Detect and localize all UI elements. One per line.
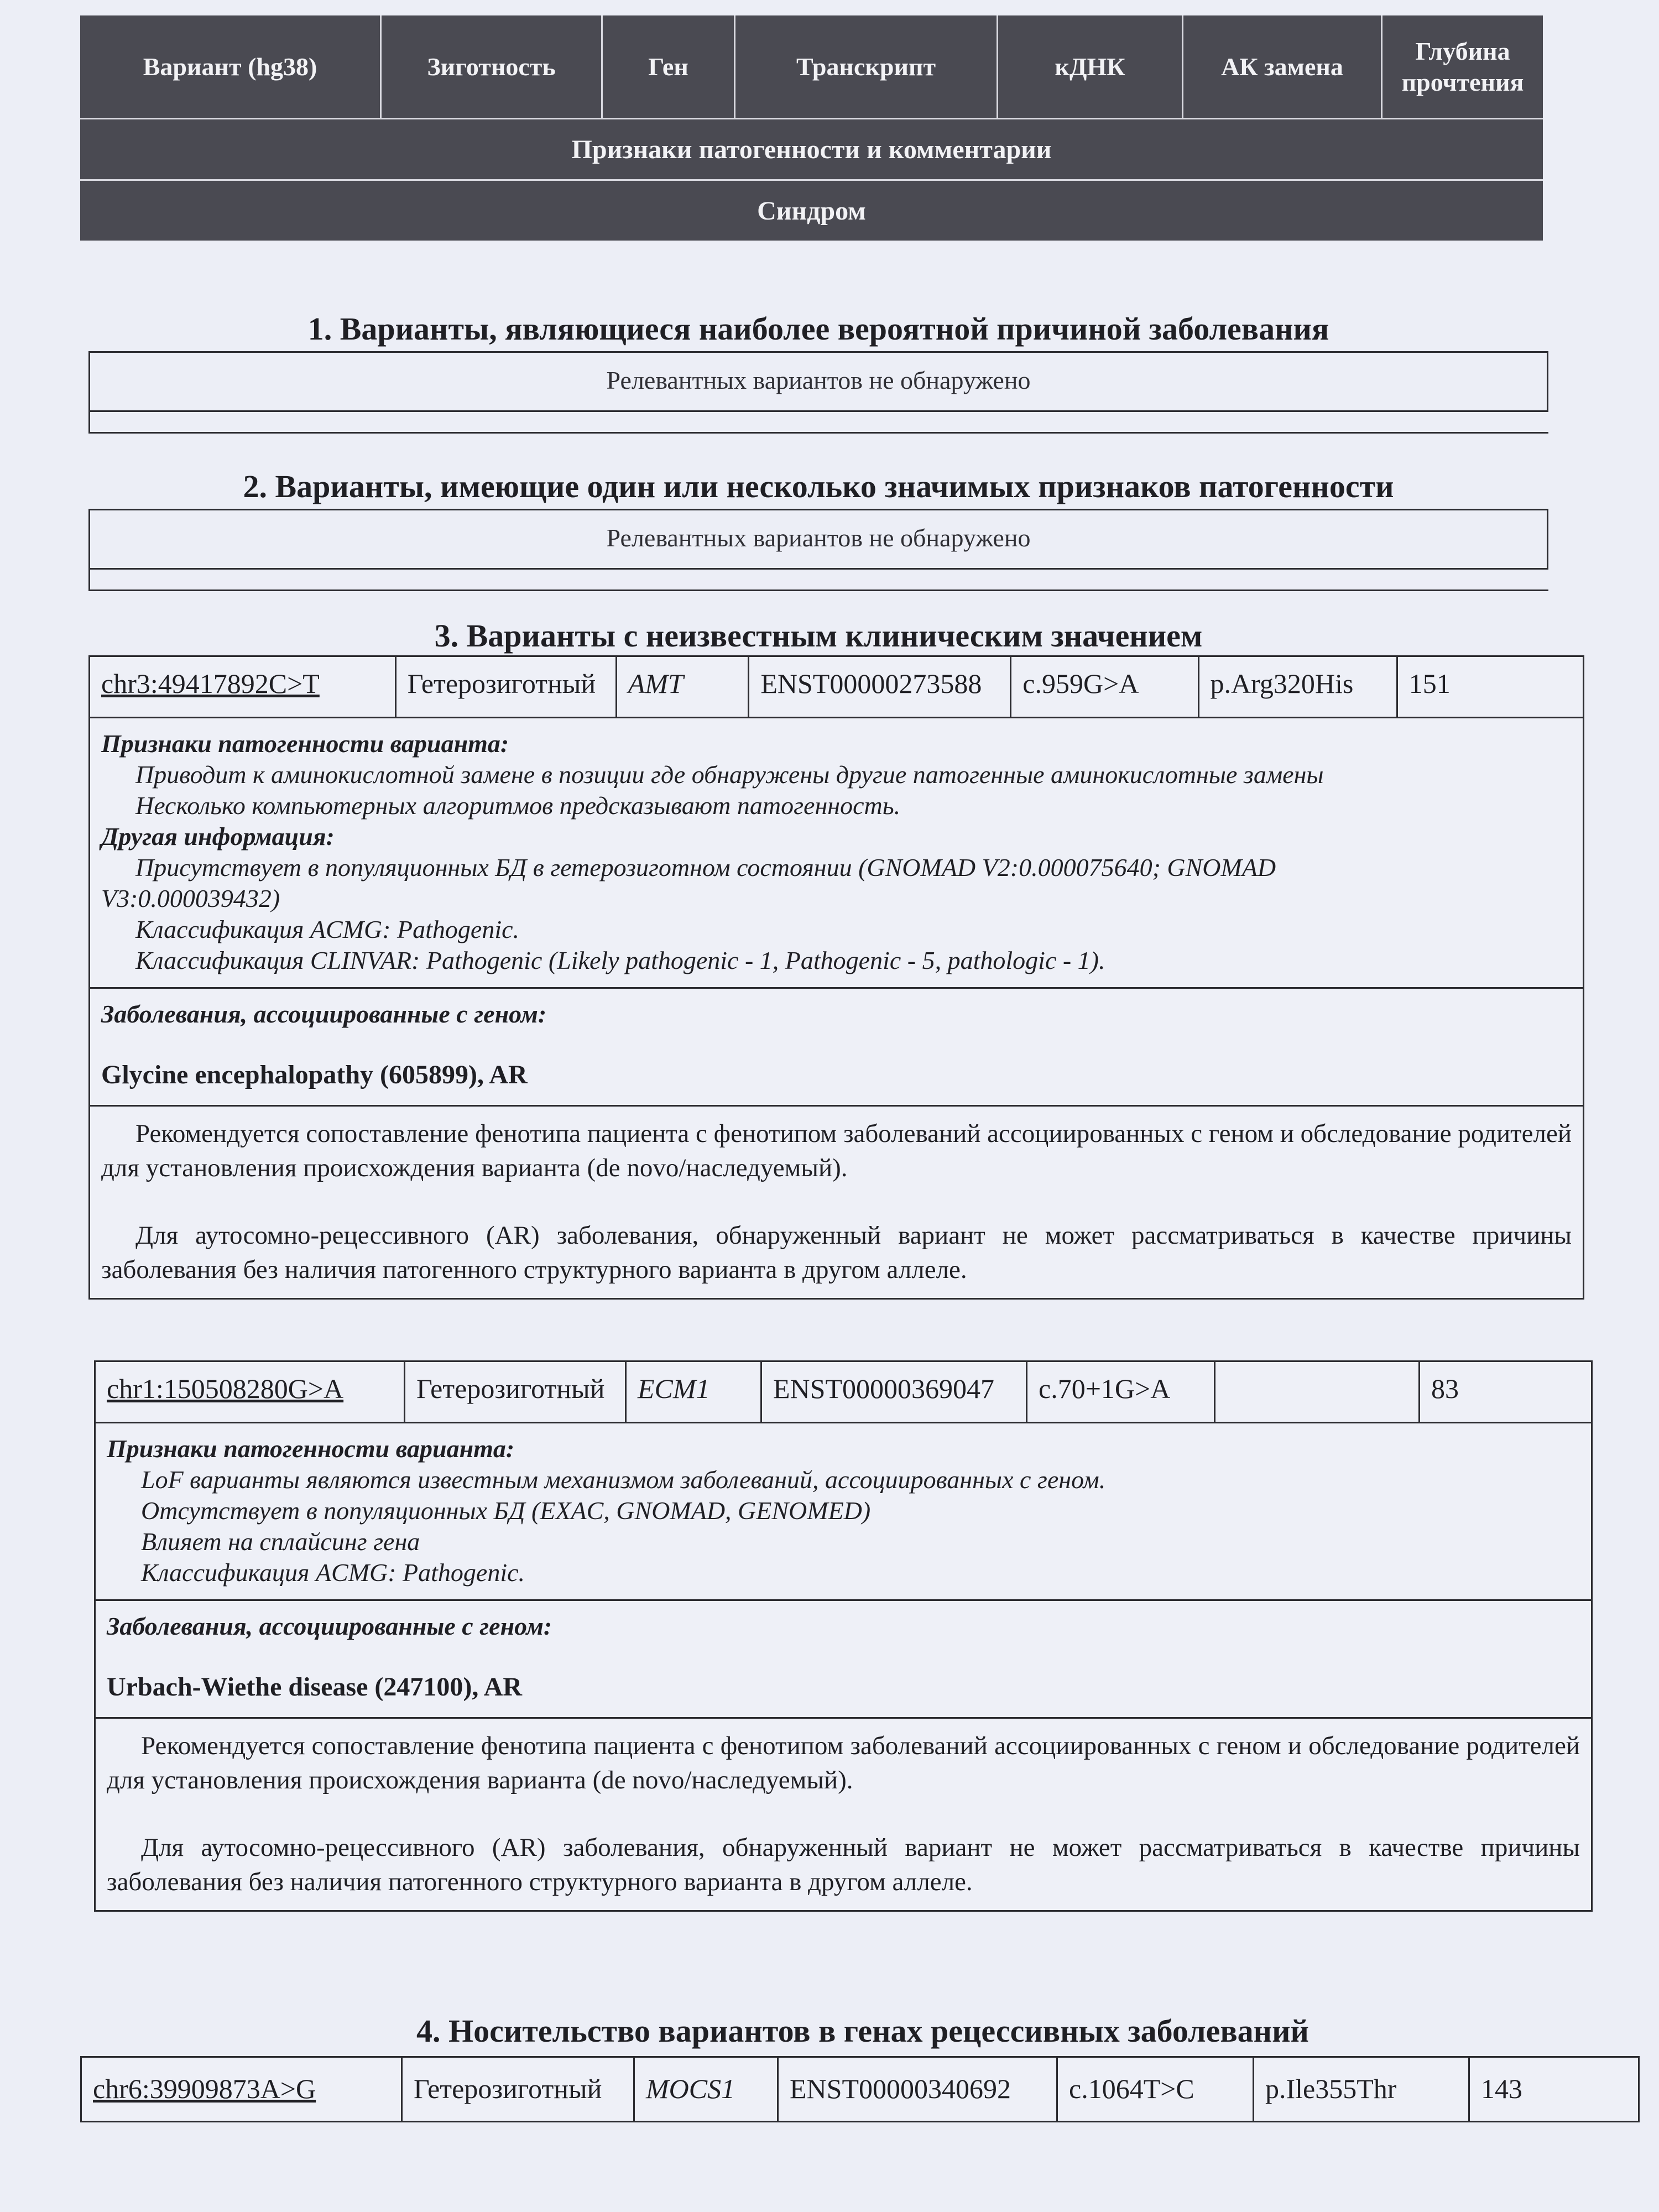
legend-signs-row: Признаки патогенности и комментарии — [80, 119, 1543, 181]
section-2-title: 2. Варианты, имеющие один или несколько значимых признаков патогенности — [243, 468, 1394, 504]
legend-col-cdna: кДНК — [998, 15, 1183, 118]
ar-note-text: Для аутосомно-рецессивного (AR) заболевания, обнаруженный вариант не может рассматриваться в качестве причины заболевания без наличия патогенного структурного варианта в другом аллеле. — [107, 1833, 1580, 1896]
signs-heading: Признаки патогенности варианта: — [107, 1434, 515, 1463]
section-4-title: 4. Носительство вариантов в генах рецессивных заболеваний — [416, 2013, 1309, 2049]
sign-line: Приводит к аминокислотной замене в позиции где обнаружены другие патогенные аминокислотные замены — [135, 760, 1324, 789]
recommendation-text: Рекомендуется сопоставление фенотипа пациента с фенотипом заболеваний ассоциированных с геном и обследование родителей для установления происхождения варианта (de novo/наследуемый). — [101, 1119, 1572, 1182]
variant-id-link[interactable]: chr1:150508280G>A — [96, 1362, 405, 1422]
section-1-empty: Релевантных вариантов не обнаружено — [88, 351, 1548, 412]
aa-cell: p.Arg320His — [1199, 657, 1398, 717]
legend-col-depth: Глубина прочтения — [1401, 36, 1524, 96]
section-2-empty: Релевантных вариантов не обнаружено — [88, 509, 1548, 570]
sign-line: Влияет на сплайсинг гена — [141, 1527, 420, 1556]
variant-card-ecm1 — [94, 1360, 1593, 1912]
disease-block — [96, 1601, 1591, 1719]
zygosity-cell: Гетерозиготный — [403, 2058, 635, 2121]
signs-heading: Признаки патогенности варианта: — [101, 729, 509, 758]
legend-col-zygosity: Зиготность — [382, 15, 603, 118]
cdna-cell: c.70+1G>A — [1027, 1362, 1215, 1422]
pathogenicity-block — [90, 718, 1583, 989]
aa-cell — [1215, 1362, 1420, 1422]
legend-table — [80, 15, 1543, 241]
variant-card-amt — [88, 655, 1584, 1300]
disease-name: Glycine encephalopathy (605899), AR — [101, 1060, 528, 1089]
pathogenicity-block — [96, 1423, 1591, 1601]
clinvar-line: Классификация CLINVAR: Pathogenic (Likely pathogenic - 1, Pathogenic - 5, pathologic - 1). — [135, 946, 1105, 974]
depth-cell: 83 — [1431, 1373, 1459, 1404]
disease-heading: Заболевания, ассоциированные с геном: — [107, 1612, 552, 1640]
disease-heading: Заболевания, ассоциированные с геном: — [101, 1000, 547, 1028]
legend-col-aa: АК замена — [1183, 15, 1383, 118]
depth-cell: 143 — [1481, 2073, 1522, 2104]
gene-cell: ECM1 — [627, 1362, 762, 1422]
variant-row — [96, 1362, 1591, 1423]
transcript-cell: ENST00000273588 — [749, 657, 1011, 717]
gene-cell: MOCS1 — [635, 2058, 779, 2121]
variant-row — [90, 657, 1583, 718]
other-info-line: Присутствует в популяционных БД в гетерозиготном состоянии (GNOMAD V2:0.000075640; GNOMAD — [135, 853, 1276, 881]
zygosity-cell: Гетерозиготный — [405, 1362, 627, 1422]
recommendation-block — [90, 1107, 1583, 1298]
aa-cell: p.Ile355Thr — [1254, 2058, 1470, 2121]
zygosity-cell: Гетерозиготный — [397, 657, 617, 717]
transcript-cell: ENST00000340692 — [779, 2058, 1058, 2121]
sign-line: LoF варианты являются известным механизмом заболеваний, ассоциированных с геном. — [141, 1465, 1106, 1494]
variant-id-link[interactable]: chr3:49417892C>T — [90, 657, 397, 717]
variant-id-link[interactable]: chr6:39909873A>G — [82, 2058, 403, 2121]
section-1-title: 1. Варианты, являющиеся наиболее вероятной причиной заболевания — [307, 311, 1329, 347]
cdna-cell: c.959G>A — [1011, 657, 1199, 717]
gene-cell: AMT — [617, 657, 750, 717]
sign-line: Классификация ACMG: Pathogenic. — [141, 1558, 525, 1587]
sign-line: Несколько компьютерных алгоритмов предсказывают патогенность. — [135, 791, 901, 820]
other-info-line-cont: V3:0.000039432) — [101, 884, 280, 912]
disease-name: Urbach-Wiethe disease (247100), AR — [107, 1672, 523, 1702]
cdna-cell: c.1064T>C — [1058, 2058, 1254, 2121]
legend-syndrome-row: Синдром — [80, 181, 1543, 241]
section-3-title: 3. Варианты с неизвестным клиническим значением — [434, 618, 1203, 654]
other-info-heading: Другая информация: — [101, 822, 335, 851]
ar-note-text: Для аутосомно-рецессивного (AR) заболевания, обнаруженный вариант не может рассматриваться в качестве причины заболевания без наличия патогенного структурного варианта в другом аллеле. — [101, 1221, 1572, 1284]
legend-col-transcript: Транскрипт — [735, 15, 998, 118]
transcript-cell: ENST00000369047 — [762, 1362, 1027, 1422]
recommendation-block — [96, 1719, 1591, 1910]
sign-line: Отсутствует в популяционных БД (EXAC, GNOMAD, GENOMED) — [141, 1496, 871, 1525]
legend-col-variant: Вариант (hg38) — [80, 15, 382, 118]
variant-row-mocs1 — [80, 2056, 1640, 2122]
disease-block — [90, 989, 1583, 1107]
recommendation-text: Рекомендуется сопоставление фенотипа пациента с фенотипом заболеваний ассоциированных с геном и обследование родителей для установления происхождения варианта (de novo/наследуемый). — [107, 1731, 1580, 1794]
legend-col-gene: Ген — [603, 15, 735, 118]
depth-cell: 151 — [1408, 668, 1451, 699]
legend-header-row — [80, 15, 1543, 119]
acmg-line: Классификация ACMG: Pathogenic. — [135, 915, 520, 943]
